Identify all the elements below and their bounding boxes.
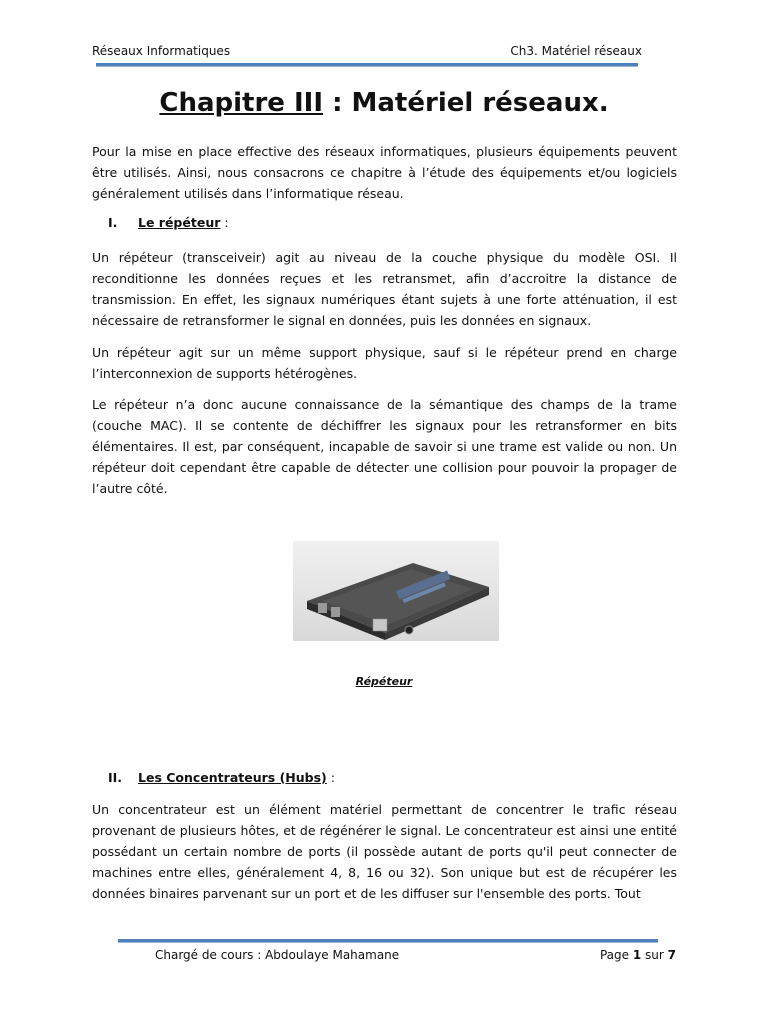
page-number (600, 948, 676, 962)
header-rule (96, 63, 638, 66)
paragraph-text: Un répéteur (transceiveir) agit au niveau de la couche physique du modèle OSI. Il reconditionne les données reçues et les retransmet, afin d’accroitre la distance de transmission. En effet, les signaux numériques étant sujets à une forte atténuation, il est nécessaire de retransformer le signal en données, puis les données en signaux. (92, 250, 677, 328)
section-title: Les Concentrateurs (Hubs) (138, 770, 327, 785)
footer-rule (118, 939, 658, 942)
repeater-photo (293, 541, 499, 641)
page-current: 1 (632, 948, 642, 962)
header-chapter: Ch3. Matériel réseaux (510, 44, 642, 58)
section-suffix: : (220, 215, 229, 230)
hubs-paragraph (92, 799, 677, 904)
page-total: 7 (667, 948, 676, 962)
section-title: Le répéteur (138, 215, 221, 230)
photo-caption: Répéteur (355, 675, 413, 688)
intro-paragraph (92, 141, 677, 204)
title-rest: : Matériel réseaux. (323, 88, 609, 118)
section-number: I. (108, 215, 118, 230)
title-chapter: Chapitre III (159, 88, 324, 118)
section-number: II. (108, 770, 123, 785)
paragraph-text: Un concentrateur est un élément matériel permettant de concentrer le trafic réseau provenant de plusieurs hôtes, et de régénérer le signal. Le concentrateur est ainsi une entité possédant un certain nombre de ports (il possède autant de ports qu'il peut connecter de machines entre elles, généralement 4, 8, 16 ou 32). Son unique but est de récupérer les données binaires parvenant sur un port et de les diffuser sur l'ensemble des ports. Tout (92, 802, 677, 901)
footer-instructor: Chargé de cours : Abdoulaye Mahamane (155, 948, 400, 962)
page-prefix: Page (599, 948, 633, 962)
paragraph-text: Un répéteur agit sur un même support physique, sauf si le répéteur prend en charge l’interconnexion de supports hétérogènes. (92, 345, 677, 381)
section-suffix: : (326, 770, 335, 785)
page-title (0, 88, 768, 118)
repeteur-paragraph-2 (92, 342, 677, 384)
section-heading-hubs (108, 770, 335, 785)
intro-text: Pour la mise en place effective des réseaux informatiques, plusieurs équipements peuvent être utilisés. Ainsi, nous consacrons ce chapitre à l’étude des équipements et/ou logiciels généralement utilisés dans l’informatique réseau. (92, 144, 677, 201)
repeteur-paragraph-1 (92, 247, 677, 331)
page-middle: sur (641, 948, 668, 962)
repeater-device-illustration (293, 541, 499, 641)
paragraph-text: Le répéteur n’a donc aucune connaissance de la sémantique des champs de la trame (couche MAC). Il se contente de déchiffrer les signaux pour les retransformer en bits élémentaires. Il est, par conséquent, incapable de savoir si une trame est valide ou non. Un répéteur doit cependant être capable de détecter une collision pour pouvoir la propager de l’autre côté. (92, 397, 677, 496)
section-heading-repeteur (108, 215, 229, 230)
repeteur-paragraph-3 (92, 394, 677, 499)
header-course-title: Réseaux Informatiques (92, 44, 231, 58)
